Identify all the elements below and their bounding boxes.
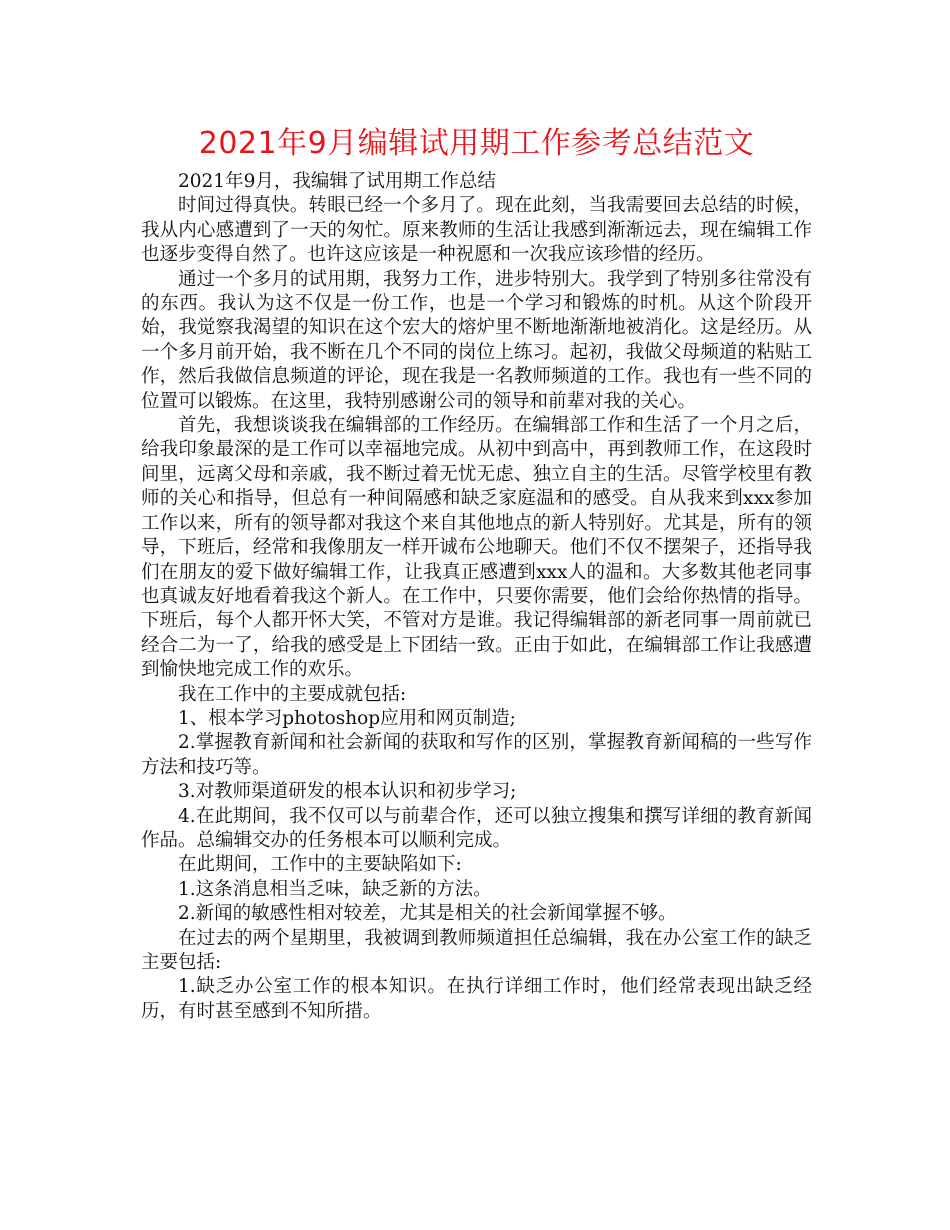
list-item: 2.新闻的敏感性相对较差，尤其是相关的社会新闻掌握不够。 <box>178 903 677 925</box>
list-item: 4.在此期间，我不仅可以与前辈合作，还可以独立搜集和撰写详细的教育新闻作品。总编辑交办的任务根本可以顺利完成。 <box>141 805 812 851</box>
list-item: 1、根本学习photoshop应用和网页制造; <box>178 707 516 729</box>
list-item: 1.这条消息相当乏味，缺乏新的方法。 <box>178 878 492 900</box>
paragraph: 2021年9月，我编辑了试用期工作总结 <box>178 171 496 192</box>
list-item: 1.缺乏办公室工作的根本知识。在执行详细工作时，他们经常表现出缺乏经历，有时甚至感到不知所措。 <box>141 976 812 1022</box>
document-title: 2021年9月编辑试用期工作参考总结范文 <box>198 126 755 161</box>
document-body <box>141 170 812 1024</box>
paragraph: 我在工作中的主要成就包括: <box>178 683 407 705</box>
paragraph: 在此期间，工作中的主要缺陷如下: <box>178 854 462 876</box>
paragraph: 在过去的两个星期里，我被调到教师频道担任总编辑，我在办公室工作的缺乏主要包括: <box>141 927 812 973</box>
list-item: 3.对教师渠道研发的根本认识和初步学习; <box>178 781 517 803</box>
list-item: 2.掌握教育新闻和社会新闻的获取和写作的区别，掌握教育新闻稿的一些写作方法和技巧等。 <box>141 732 812 778</box>
paragraph: 通过一个多月的试用期，我努力工作，进步特别大。我学到了特别多往常没有的东西。我认为这不仅是一份工作，也是一个学习和锻炼的时机。从这个阶段开始，我觉察我渴望的知识在这个宏大的熔炉里不断地渐渐地被消化。这是经历。从一个多月前开始，我不断在几个不同的岗位上练习。起初，我做父母频道的粘贴工作，然后我做信息频道的评论，现在我是一名教师频道的工作。我也有一些不同的位置可以锻炼。在这里，我特别感谢公司的领导和前辈对我的关心。 <box>141 268 812 412</box>
paragraph: 首先，我想谈谈我在编辑部的工作经历。在编辑部工作和生活了一个月之后，给我印象最深的是工作可以幸福地完成。从初中到高中，再到教师工作，在这段时间里，远离父母和亲戚，我不断过着无忧无虑、独立自主的生活。尽管学校里有教师的关心和指导，但总有一种间隔感和缺乏家庭温和的感受。自从我来到xxx参加工作以来，所有的领导都对我这个来自其他地点的新人特别好。尤其是，所有的领导，下班后，经常和我像朋友一样开诚布公地聊天。他们不仅不摆架子，还指导我们在朋友的爱下做好编辑工作，让我真正感遭到xxx人的温和。大多数其他老同事也真诚友好地看着我这个新人。在工作中，只要你需要，他们会给你热情的指导。下班后，每个人都开怀大笑，不管对方是谁。我记得编辑部的新老同事一周前就已经合二为一了，给我的感受是上下团结一致。正由于如此，在编辑部工作让我感遭到愉快地完成工作的欢乐。 <box>141 415 812 681</box>
paragraph: 时间过得真快。转眼已经一个多月了。现在此刻，当我需要回去总结的时候，我从内心感遭到了一天的匆忙。原来教师的生活让我感到渐渐远去，现在编辑工作也逐步变得自然了。也许这应该是一种祝愿和一次我应该珍惜的经历。 <box>141 195 812 266</box>
